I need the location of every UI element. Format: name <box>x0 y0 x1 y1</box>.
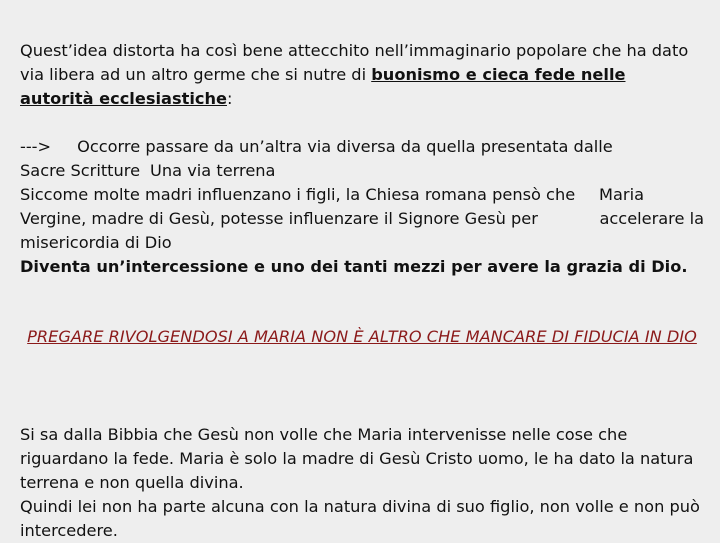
block-line-1-text: Occorre passare da un’altra via diversa da quella presentata dalle <box>77 137 613 156</box>
block-line-1 <box>20 135 704 159</box>
block-line-2b: Una via terrena <box>150 161 276 180</box>
intro-text: Quest’idea distorta ha così bene attecchito nell’immaginario popolare che ha dato via libera ad un altro germe che si nutre di <box>20 41 689 84</box>
intro-end: : <box>226 89 233 108</box>
block-line-4a: Vergine, madre di Gesù, potesse influenzare il Signore Gesù per <box>20 209 538 228</box>
block-line-5: misericordia di Dio <box>20 233 172 252</box>
block-line-3 <box>20 183 704 207</box>
block-line-6: Diventa un’intercessione e uno dei tanti mezzi per avere la grazia di Dio. <box>20 257 688 276</box>
intro-emphasis: buonismo e cieca fede nelle autorità ecclesiastiche <box>20 65 626 108</box>
closing-paragraph-2: Quindi lei non ha parte alcuna con la natura divina di suo figlio, non volle e non può intercedere. <box>20 497 700 540</box>
intro-paragraph <box>20 39 704 111</box>
block-line-3a: Siccome molte madri influenzano i figli, la Chiesa romana pensò che <box>20 185 576 204</box>
block-line-4 <box>20 207 704 231</box>
closing-block <box>20 423 704 543</box>
closing-paragraph-1: Si sa dalla Bibbia che Gesù non volle che Maria intervenisse nelle cose che riguardano la fede. Maria è solo la madre di Gesù Cristo uomo, le ha dato la natura terrena e non quella divina. <box>20 425 694 492</box>
block-line-2a: Sacre Scritture <box>20 161 141 180</box>
block-line-4b: accelerare la <box>599 209 704 228</box>
arrow-marker: ---> <box>20 137 52 156</box>
block-line-2 <box>20 159 704 183</box>
block-line-3b: Maria <box>599 185 644 204</box>
heading: PREGARE RIVOLGENDOSI A MARIA NON È ALTRO CHE MANCARE DI FIDUCIA IN DIO <box>27 327 697 346</box>
argument-block <box>20 135 704 279</box>
